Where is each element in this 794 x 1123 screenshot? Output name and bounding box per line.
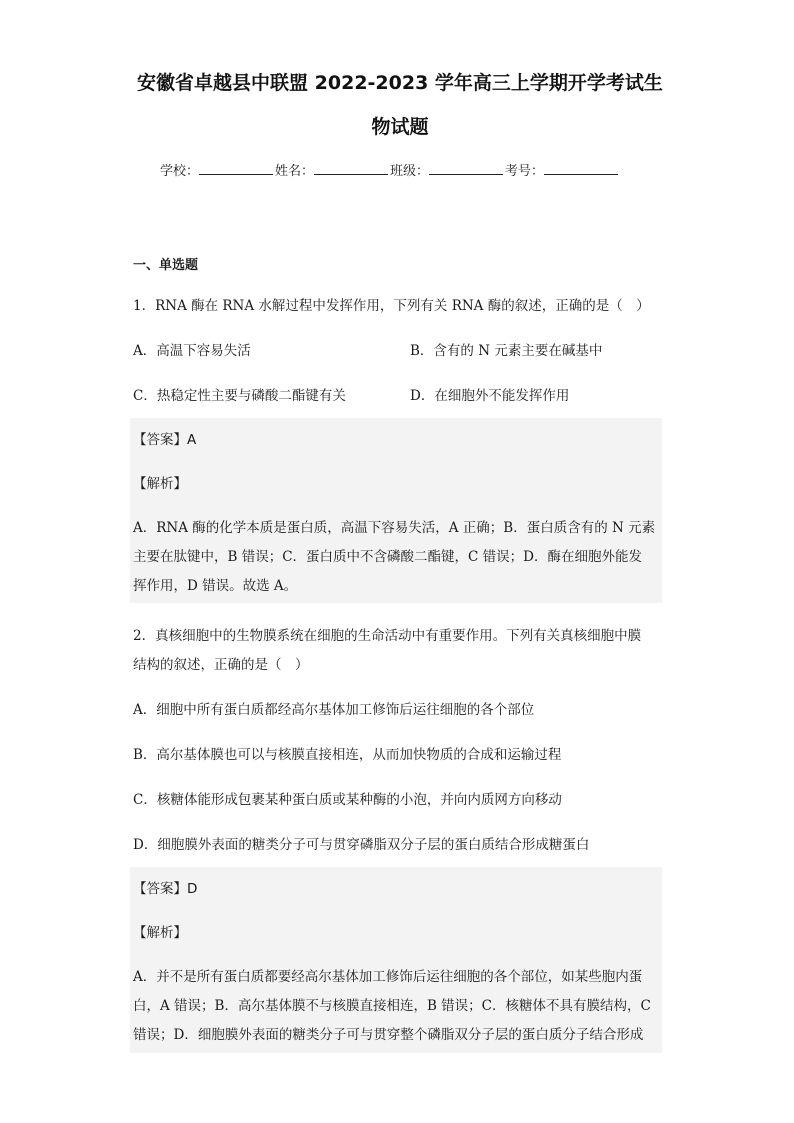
q2-answer-block [130, 867, 662, 1053]
q2-answer: 【答案】D [133, 881, 198, 897]
name-blank[interactable] [314, 162, 388, 175]
q2-stem-line-2: 结构的叙述，正确的是（ ） [133, 657, 309, 673]
exam-no-label: 考号： [505, 164, 545, 179]
q2-analysis-line-2: 白，A 错误；B．高尔基体膜不与核膜直接相连，B 错误；C．核糖体不具有膜结构，C [133, 998, 651, 1014]
q1-answer-block [130, 418, 662, 603]
q1-analysis-line-2: 主要在肽键中，B 错误；C．蛋白质中不含磷酸二酯键，C 错误；D．酶在细胞外能发 [133, 549, 642, 565]
class-blank[interactable] [429, 162, 503, 175]
class-label: 班级： [390, 164, 430, 179]
q1-option-c: C．热稳定性主要与磷酸二酯键有关 [133, 388, 346, 404]
school-blank[interactable] [199, 162, 273, 175]
section-heading: 一、单选题 [133, 258, 199, 273]
q2-option-a: A．细胞中所有蛋白质都经高尔基体加工修饰后运往细胞的各个部位 [133, 702, 535, 718]
q2-analysis-label: 【解析】 [133, 925, 187, 941]
q2-analysis-line-3: 错误；D．细胞膜外表面的糖类分子可与贯穿整个磷脂双分子层的蛋白质分子结合形成 [133, 1027, 644, 1043]
school-label: 学校： [160, 164, 200, 179]
q2-option-b: B．高尔基体膜也可以与核膜直接相连，从而加快物质的合成和运输过程 [133, 747, 562, 763]
doc-title-line-2: 物试题 [371, 116, 429, 138]
q1-option-b: B．含有的 N 元素主要在碱基中 [410, 343, 603, 359]
q1-answer: 【答案】A [133, 432, 197, 448]
q1-analysis-label: 【解析】 [133, 476, 187, 492]
q2-option-c: C．核糖体能形成包裹某种蛋白质或某种酶的小泡，并向内质网方向移动 [133, 792, 562, 808]
doc-title-line-1: 安徽省卓越县中联盟 2022-2023 学年高三上学期开学考试生 [137, 72, 663, 94]
q2-stem-line-1: 2．真核细胞中的生物膜系统在细胞的生命活动中有重要作用。下列有关真核细胞中膜 [133, 628, 642, 644]
q1-option-a: A．高温下容易失活 [133, 343, 251, 359]
q2-analysis-line-1: A．并不是所有蛋白质都要经高尔基体加工修饰后运往细胞的各个部位，如某些胞内蛋 [133, 969, 643, 985]
exam-no-blank[interactable] [544, 162, 618, 175]
q1-analysis-line-3: 挥作用，D 错误。故选 A。 [133, 578, 298, 594]
q2-option-d: D．细胞膜外表面的糖类分子可与贯穿磷脂双分子层的蛋白质结合形成糖蛋白 [133, 837, 590, 853]
q1-stem: 1．RNA 酶在 RNA 水解过程中发挥作用，下列有关 RNA 酶的叙述，正确的是（ ） [133, 298, 650, 314]
q1-option-d: D．在细胞外不能发挥作用 [410, 388, 570, 404]
name-label: 姓名： [275, 164, 315, 179]
student-info-row [160, 160, 660, 179]
q1-analysis-line-1: A．RNA 酶的化学本质是蛋白质，高温下容易失活，A 正确；B．蛋白质含有的 N 元素 [133, 520, 656, 536]
